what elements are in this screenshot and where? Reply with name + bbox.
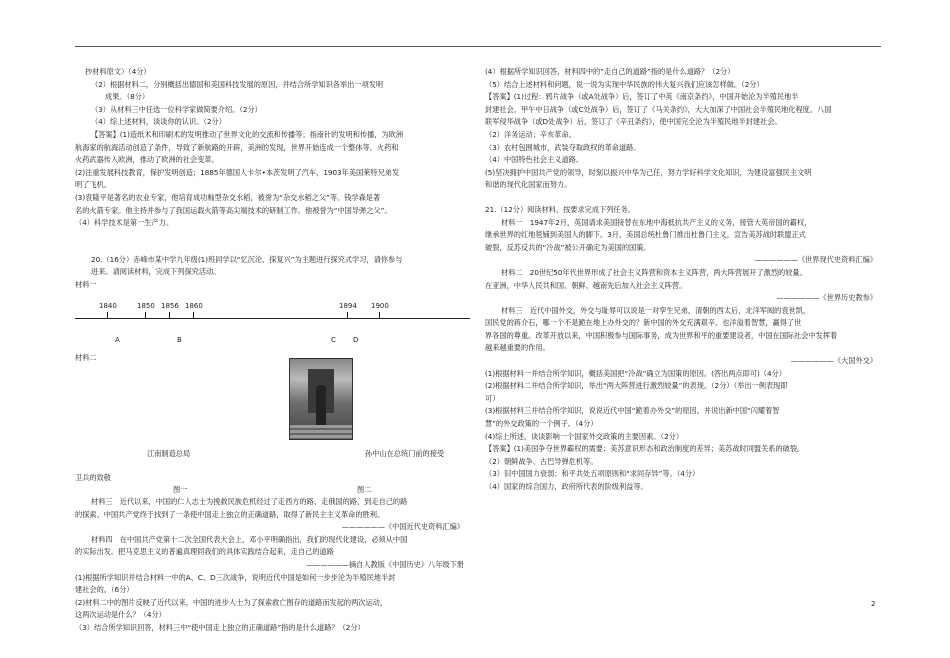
source-line: ——————《世界历史教参》 [776,293,877,303]
timeline-tick [145,312,146,319]
answer-line: 【答案】(1)美国争夺世界霸权的需要；美苏意识形态和政治制度的差异；美苏战时同盟关系的破裂。 [485,444,805,454]
question-21-title: 21.（12分）阅读材料，按要求完成下列任务。 [485,204,635,214]
question-line: (4)综上所述，谈谈影响一个国家外交政策的主要因素。（2分） [485,431,684,441]
timeline-year: 1900 [371,301,389,310]
figure-labels [75,484,470,496]
question-line: 慧”的外交政策的一个例子。（4分） [485,419,598,429]
material-line: 继承世界的红地毯铺到美国人的脚下。3月，美国总统杜鲁门推出杜鲁门主义，宣告美苏战时联盟正式 [485,230,806,240]
right-column [485,66,883,494]
answer-line: （4）科学技术是第一生产力。 [75,218,174,228]
answer-line: （4）中国特色社会主义道路。 [485,155,584,165]
material-1-label: 材料一 [75,279,97,289]
question-line: 建社会的。（6分） [75,585,134,595]
question-line: 可） [485,393,500,403]
figure-1-caption: 江南制造总局 [147,448,191,458]
question-line: （3）结合所学知识回答，材料三中“使中国走上独立的正确道路”指的是什么道路？（2分） [75,623,365,633]
question-line: (3)根据材料三并结合所学知识，说说近代中国“跪着办外交”的原因，并说出新中国“闪耀着智 [485,406,780,416]
timeline-axis [75,318,470,319]
timeline-tick [107,312,108,319]
material-line: 材料二 20世纪50年代世界形成了社会主义阵营和资本主义阵营，两大阵营展开了激烈的较量。 [501,267,807,277]
left-column [75,66,470,635]
timeline-year: 1850 [137,301,155,310]
source-line: ——————《中国近代史资料汇编》 [341,522,464,532]
answer-line: 和谐的现代化国家而努力。 [485,180,572,190]
answer-line: 【答案】(1)造纸术和印刷术的发明推动了世界文化的交流和传播等；指南针的发明和传播，为欧洲 [91,129,404,139]
material-4: 材料四 在中国共产党第十二次全国代表大会上，邓小平明确指出，我们的现代化建设，必须从中国 [91,534,408,544]
text-line: 进来。请阅读材料，完成下列探究活动。 [91,267,221,277]
material-line: 材料一 1947年2月，英国请求美国接替在东地中海抵抗共产主义的义务，接管大英帝国的霸权， [501,217,812,227]
timeline-year: 1840 [99,301,117,310]
answer-line: (5)坚决拥护中国共产党的领导，时刻以振兴中华为己任，努力学好科学文化知识，为建设富强民主文明 [485,167,812,177]
header-rule [75,46,881,47]
answer-line: 名的火箭专家。他主持并参与了我国运载火箭等高尖端技术的研制工作。他被誉为“中国导弹之父”。 [75,205,392,215]
answer-line: （4）国家的综合国力，政府所代表的阶级利益等。 [485,482,648,491]
text-line: （3）从材料三中任选一位科学家做简要介绍。（2分） [91,104,262,114]
answer-line: (2)注重发展科技教育，保护发明创造；1885年德国人卡尔•本茨发明了汽车，1903年美国莱特兄弟发 [75,167,400,177]
timeline-letter: B [177,335,182,344]
timeline-letter: A [115,335,120,344]
source-line: ——————摘自人教版《中国历史》八年级下册 [305,560,464,570]
timeline-year: 1860 [185,301,203,310]
timeline-letter: D [353,335,359,344]
text-line: （2）根据材料二，分别概括出德国和美国科技发展的原因，并结合所学知识各举出一项发明 [91,79,384,89]
page-number: 2 [871,600,876,608]
material-line: 国民党的蒋介石，哪一个不是跪在地上办外交的？新中国的外交充满艰辛，也洋溢着智慧，赢得了世 [485,318,802,328]
answer-line: （3）农村包围城市，武装夺取政权的革命道路。 [485,142,641,152]
question-20-title: 20.（16分）赤峰市某中学九年级(1)班同学以“忆沉沦、探复兴”为主题进行探究式学习，请你参与 [91,254,403,264]
material-line: 材料三 近代中国外交，外交与耻辱可以说是一对孪生兄弟，清朝的西太后，北洋军阀的袁世凯， [501,305,811,315]
timeline-letter: C [331,335,336,344]
question-line: 这两次运动是什么？（4分） [75,610,166,620]
material-2-figures [75,354,470,472]
figure-2-label: 图二 [357,485,372,495]
text-line: 成果。（8分） [105,92,150,102]
answer-line: 【答案】(1)过程：鸦片战争（或A处战争）后，签订了中英《南京条约》，中国开始沦为半殖民地半 [485,92,799,102]
figure-2-caption: 孙中山在总统门前的接受 [365,448,445,458]
material-4-cont: 的实际出发。把马克思主义的普遍真理同我们的具体实践结合起来，走自己的道路 [75,547,334,557]
figure-2-caption-cont: 卫兵的致敬 [75,472,111,482]
answer-line: （2）朝鲜战争、古巴导弹危机等。 [485,456,598,466]
material-3-cont: 的探索。中国共产党终于找到了一条使中国走上独立的正确道路，取得了新民主主义革命的胜利。 [75,509,385,519]
text-line: 抄材料原文）（4分） [85,67,151,76]
text-line: （4）综上述材料，谈谈你的认识。（2分） [91,117,226,127]
material-2-label: 材料二 [75,352,97,362]
material-3: 材料三 近代以来，中国的仁人志士为挽救民族危机经过了走西方的路、走俄国的路，到走自己的路 [91,497,408,507]
question-line: (2)根据材料二并结合所学知识，举出“两大阵营进行激烈较量”的表现。（2分）（举出一例表现即 [485,381,788,391]
material-line: 破裂，反苏反共的“冷战”被公开确定为美国的国策。 [485,242,651,252]
timeline [75,294,470,354]
material-line: 越来越重要的作用。 [485,343,550,353]
answer-line: 明了飞机。 [75,180,111,190]
answer-line: (3)袁隆平是著名的农业专家，他培育成功籼型杂交水稻，被誉为“杂交水稻之父”等。钱学森是著 [75,192,381,202]
figure-1-label: 图一 [173,485,188,495]
material-line: 界各国的尊重。改革开放以来，中国积极参与国际事务，成为世界和平的重要建设者，中国在国际社会中发挥着 [485,330,838,340]
answer-line: （2）洋务运动；辛亥革命。 [485,129,576,139]
sun-yat-sen-photo [289,358,353,440]
question-line: (2)材料二中的图片反映了近代以来，中国的进步人士为了探索救亡图存的道路而发起的两次运动， [75,597,388,607]
answer-line: 封建社会。甲午中日战争（或C处战争）后，签订了《马关条约》，大大加深了中国社会半殖民地化程度。八国 [485,104,832,114]
answer-line: 航海家的航海活动创造了条件，导致了新航路的开辟，美洲的发现，世界开始连成一个整体等。火药和 [75,142,399,152]
timeline-year: 1894 [339,301,357,310]
question-line: （5）结合上述材料和问题，说一说为实现中华民族的伟大复兴我们应该怎样做。（2分） [485,79,764,89]
timeline-tick [347,312,348,319]
answer-line: 联军侵华战争（或D处战争）后，签订了《辛丑条约》，使中国完全沦为半殖民地半封建社会。 [485,117,782,127]
source-line: ——————《大国外交》 [790,356,877,366]
timeline-year: 1856 [161,301,179,310]
answer-line: （3）旧中国国力衰弱；和平共处五项原则和“求同存异”等。（4分） [485,469,700,479]
answer-line: 火药武器传入欧洲，推动了欧洲的社会变革。 [75,155,219,165]
question-line: (1)根据所学知识并结合材料一中的A、C、D三次战争，说明近代中国是如何一步步沦为半殖民地半封 [75,572,396,582]
question-line: (1)根据材料一并结合所学知识，概括美国把“冷战”确立为国策的原因。(答出两点即可)（4分） [485,368,786,378]
question-line: (4）根据所学知识回答，材料四中的”走自己的道路”指的是什么道路？（2分） [485,67,735,76]
material-line: 在亚洲，中华人民共和国、朝鲜、越南先后加入社会主义阵营。 [485,280,687,290]
timeline-tick [193,312,194,319]
source-line: ——————《世界现代史资料汇编》 [754,255,877,265]
timeline-tick [379,312,380,319]
timeline-tick [169,312,170,319]
